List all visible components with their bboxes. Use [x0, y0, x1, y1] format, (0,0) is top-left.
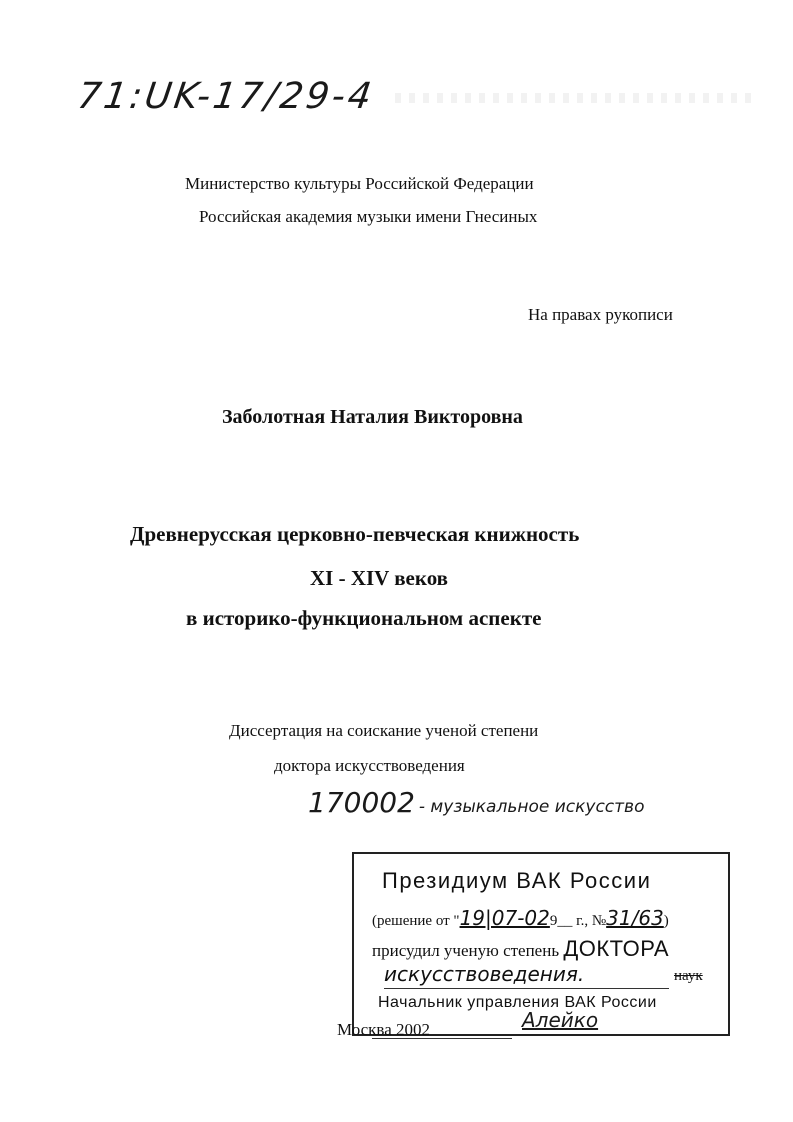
stamp-title: Президиум ВАК России — [382, 868, 652, 893]
title-line-2: XI - XIV веков — [310, 566, 449, 590]
decision-close: ) — [663, 913, 669, 929]
stamp-decision — [372, 906, 669, 930]
author-name: Заболотная Наталия Викторовна — [222, 406, 523, 428]
dissertation-line-2: доктора искусствоведения — [274, 756, 465, 775]
stamp-award — [372, 936, 669, 962]
field-underline — [384, 988, 669, 989]
stamp-field: искусствоведения. — [384, 962, 585, 986]
scan-artifact — [395, 93, 755, 103]
ministry-line: Министерство культуры Российской Федерации — [185, 174, 534, 193]
decision-number: 31/63 — [606, 906, 664, 930]
title-line-1: Древнерусская церковно-певческая книжность — [130, 522, 580, 546]
handwritten-specialty — [308, 786, 644, 819]
dissertation-line-1: Диссертация на соискание ученой степени — [229, 721, 539, 740]
title-line-3: в историко-функциональном аспекте — [186, 606, 542, 630]
specialty-text: - музыкальное искусство — [418, 797, 645, 817]
city-strike — [372, 1038, 512, 1039]
signature: Алейко — [522, 1008, 599, 1032]
decision-prefix: (решение от " — [372, 913, 460, 929]
award-degree: ДОКТОРА — [563, 936, 670, 961]
city-year: Москва 2002 — [337, 1020, 431, 1039]
award-text: присудил ученую степень — [372, 941, 560, 960]
academy-line: Российская академия музыки имени Гнесиных — [199, 207, 538, 226]
archive-code: 71:UK-17/29-4 — [75, 76, 377, 117]
specialty-code: 170002 — [308, 786, 415, 819]
stamp-nauk: наук — [674, 968, 703, 984]
decision-date: 19|07-02 — [459, 906, 550, 930]
stamp-chief: Начальник управления ВАК России — [378, 994, 657, 1011]
decision-year-suffix: 9__ г., № — [549, 913, 607, 929]
manuscript-rights: На правах рукописи — [528, 305, 673, 324]
